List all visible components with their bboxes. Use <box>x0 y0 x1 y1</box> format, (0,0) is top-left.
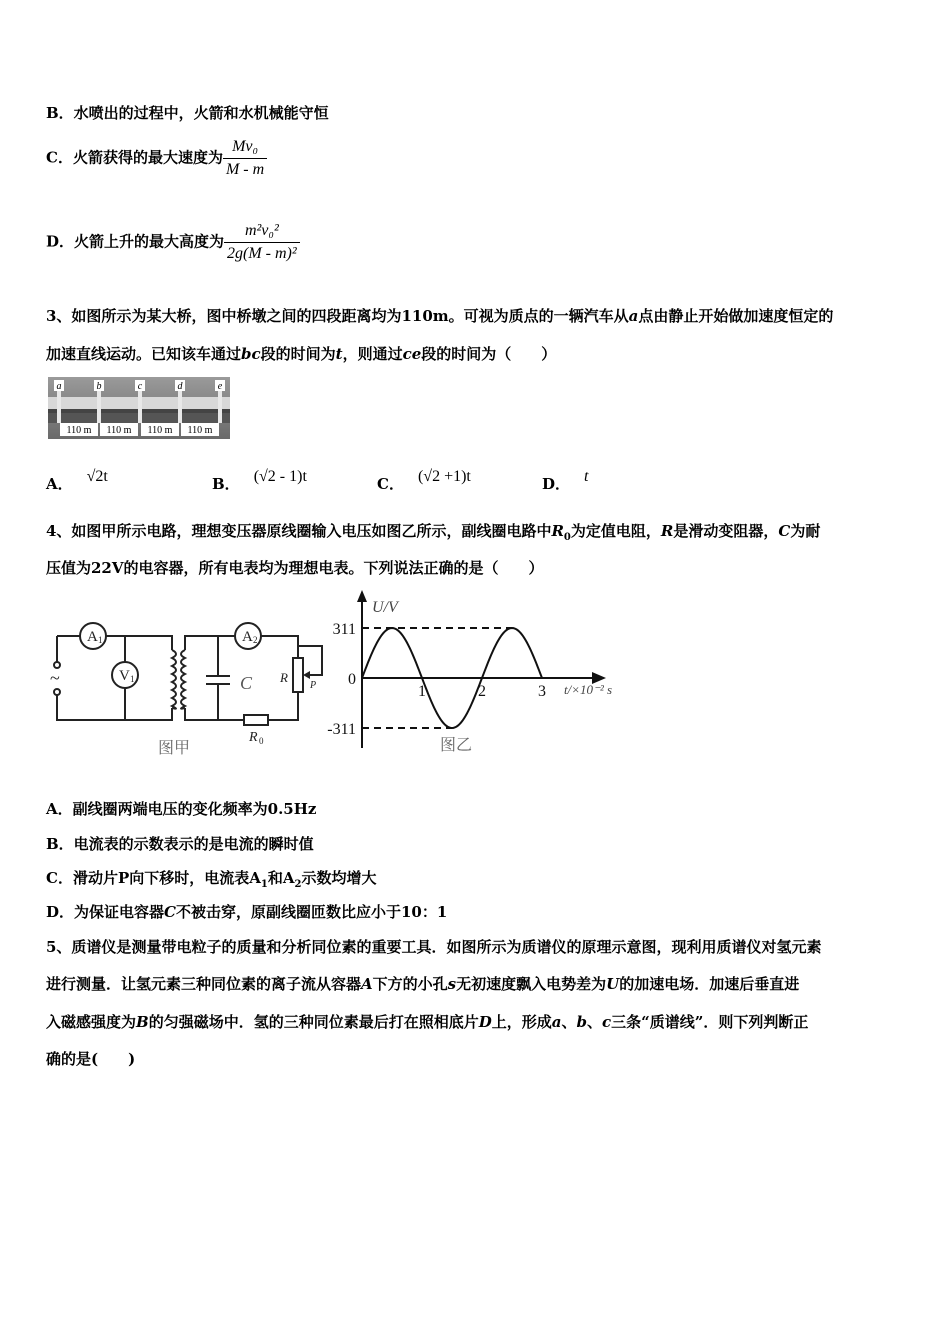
fraction-numerator: m²v₀² <box>244 222 279 239</box>
wire <box>268 692 298 720</box>
q5-stem-line-2 <box>46 973 799 994</box>
resistor-r0-label: R <box>249 730 258 745</box>
q2-option-b: B．水喷出的过程中，火箭和水机械能守恒 <box>46 104 329 122</box>
y-tick-label-311: 311 <box>332 621 356 638</box>
subscript: 1 <box>260 879 268 890</box>
y-axis-label: U/V <box>372 599 398 616</box>
variable: B <box>136 1013 149 1031</box>
q3-stem-line-2 <box>46 343 556 364</box>
bridge-point-e: e <box>217 381 223 392</box>
rheostat-r <box>293 658 303 692</box>
variable: R <box>551 522 564 540</box>
variable: s <box>447 975 457 993</box>
text-run: 段的时间为 <box>260 345 336 363</box>
resistor-r0 <box>244 715 268 725</box>
ac-source-symbol: ~ <box>50 668 60 688</box>
bridge-point-c: c <box>137 381 143 392</box>
variable: a <box>551 1013 562 1031</box>
x-tick-label-3: 3 <box>538 683 546 700</box>
q2-option-c-label: C．火箭获得的最大速度为 <box>46 148 223 167</box>
q3-option-b <box>212 468 307 494</box>
q4-option-a: A．副线圈两端电压的变化频率为0.5Hz <box>46 800 317 818</box>
bridge-span-2: 110 m <box>106 425 132 436</box>
q3-option-d <box>542 468 589 494</box>
variable: C <box>778 522 791 540</box>
q5-stem-line-3 <box>46 1011 808 1032</box>
wire <box>57 695 172 720</box>
ammeter-a1-label: A <box>87 629 98 645</box>
option-value: t <box>584 468 589 485</box>
text-run: 、 <box>561 1013 577 1031</box>
text-run: 进行测量．让氢元素三种同位素的离子流从容器 <box>46 975 362 993</box>
primary-coil <box>172 650 176 709</box>
voltage-waveform-chart <box>320 588 640 758</box>
option-label: D． <box>542 475 571 493</box>
q4-stem-line-1 <box>46 520 820 543</box>
primary-circuit <box>54 623 176 720</box>
subscript: 0 <box>563 532 571 543</box>
fraction-numerator: Mv₀ <box>232 138 259 155</box>
text-run: 上，形成 <box>491 1013 552 1031</box>
text-run: 段的时间为（ ） <box>421 345 557 363</box>
q4-option-b: B．电流表的示数表示的是电流的瞬时值 <box>46 835 314 853</box>
y-axis-arrow <box>357 590 367 602</box>
q4-option-d <box>46 901 447 922</box>
variable: t <box>335 345 343 363</box>
option-label: A． <box>46 475 73 493</box>
wire <box>185 636 235 650</box>
bridge-point-a: a <box>56 381 62 392</box>
x-tick-label-2: 2 <box>478 683 486 700</box>
graph-caption: 图乙 <box>440 737 473 754</box>
text-run: 点由静止开始做加速度恒定的 <box>638 307 834 325</box>
q4-stem-line-2: 压值为22V的电容器，所有电表均为理想电表。下列说法正确的是（ ） <box>46 559 544 577</box>
q3-option-a <box>46 468 108 494</box>
text-run: 下方的小孔 <box>372 975 448 993</box>
q3-stem-line-1 <box>46 305 833 326</box>
q4-option-c <box>46 867 376 890</box>
fraction-denominator: 2g(M - m)² <box>224 242 300 263</box>
subscript: 2 <box>294 879 302 890</box>
text-run: 无初速度飘入电势差为 <box>456 975 607 993</box>
text-run: 不被击穿，原副线圈匝数比应小于10：1 <box>175 903 448 921</box>
option-value: (√2 +1)t <box>417 468 471 485</box>
capacitor-label: C <box>240 673 253 693</box>
circuit-caption: 图甲 <box>158 740 191 757</box>
variable: b <box>576 1013 587 1031</box>
text-run: D．为保证电容器 <box>46 903 165 921</box>
q5-stem-line-1: 5、质谱仪是测量带电粒子的质量和分析同位素的重要工具．如图所示为质谱仪的原理示意图，现利用质谱仪对氢元素 <box>46 938 822 956</box>
variable: bc <box>241 345 261 363</box>
x-tick-label-1: 1 <box>418 683 426 700</box>
q2-option-d <box>46 222 300 263</box>
text-run: 是滑动变阻器， <box>673 522 779 540</box>
text-run: 、 <box>587 1013 603 1031</box>
q5-stem-line-4: 确的是( ) <box>46 1050 136 1068</box>
ammeter-a2-label: A <box>242 629 253 645</box>
bridge-point-d: d <box>177 381 183 392</box>
text-run: 示数均增大 <box>301 869 377 887</box>
text-run: 3、如图所示为某大桥，图中桥墩之间的四段距离均为110m。可视为质点的一辆汽车从 <box>46 307 629 325</box>
rheostat-label: R <box>280 670 288 685</box>
variable: A <box>361 975 373 993</box>
q2-option-c <box>46 138 267 179</box>
text-run: 入磁感强度为 <box>46 1013 137 1031</box>
fraction-denominator: M - m <box>223 158 267 179</box>
option-value: (√2 - 1)t <box>253 468 307 485</box>
variable: C <box>164 903 176 921</box>
q2-option-d-fraction <box>224 222 300 263</box>
text-run: 为定值电阻， <box>570 522 661 540</box>
ammeter-a2-subscript: 2 <box>253 635 258 645</box>
wire <box>261 636 298 658</box>
slider-arrow <box>303 671 310 679</box>
bridge-span-4: 110 m <box>187 425 213 436</box>
option-value: √2t <box>86 468 108 485</box>
ammeter-a1-subscript: 1 <box>98 635 103 645</box>
bridge-span-3: 110 m <box>147 425 173 436</box>
text-run: 和A <box>267 869 295 887</box>
circuit-diagram <box>40 610 340 760</box>
q2-option-d-label: D．火箭上升的最大高度为 <box>46 232 225 251</box>
q2-option-c-fraction <box>223 138 267 179</box>
variable: c <box>602 1013 612 1031</box>
text-run: 加速直线运动。已知该车通过 <box>46 345 242 363</box>
bridge-point-b: b <box>96 381 102 392</box>
slider-label: P <box>310 680 317 691</box>
q3-option-c <box>377 468 471 494</box>
text-run: 的匀强磁场中．氢的三种同位素最后打在照相底片 <box>148 1013 479 1031</box>
slider-wire <box>298 646 322 675</box>
text-run: 4、如图甲所示电路，理想变压器原线圈输入电压如图乙所示，副线圈电路中 <box>46 522 552 540</box>
wire <box>185 708 244 720</box>
variable: R <box>660 522 674 540</box>
option-label: B． <box>212 475 240 493</box>
x-axis-label: t/×10⁻² s <box>564 682 613 697</box>
text-run: 为耐 <box>790 522 821 540</box>
variable: a <box>628 307 639 325</box>
text-run: ，则通过 <box>342 345 403 363</box>
bridge-span-1: 110 m <box>66 425 92 436</box>
wire <box>106 636 172 650</box>
option-label: C． <box>377 475 404 493</box>
bridge-figure <box>48 377 230 439</box>
text-run: 的加速电场．加速后垂直进 <box>619 975 800 993</box>
y-tick-label-neg-311: -311 <box>327 721 356 738</box>
text-run: C．滑动片P向下移时，电流表A <box>46 869 261 887</box>
voltmeter-v1-label: V <box>119 668 130 684</box>
terminal <box>54 689 60 695</box>
resistor-r0-subscript: 0 <box>259 736 264 746</box>
secondary-coil <box>181 650 185 709</box>
y-tick-label-0: 0 <box>348 671 356 688</box>
variable: ce <box>402 345 422 363</box>
voltmeter-v1-subscript: 1 <box>130 674 135 684</box>
text-run: 三条“质谱线”．则下列判断正 <box>611 1013 809 1031</box>
variable: D <box>478 1013 492 1031</box>
variable: U <box>606 975 620 993</box>
